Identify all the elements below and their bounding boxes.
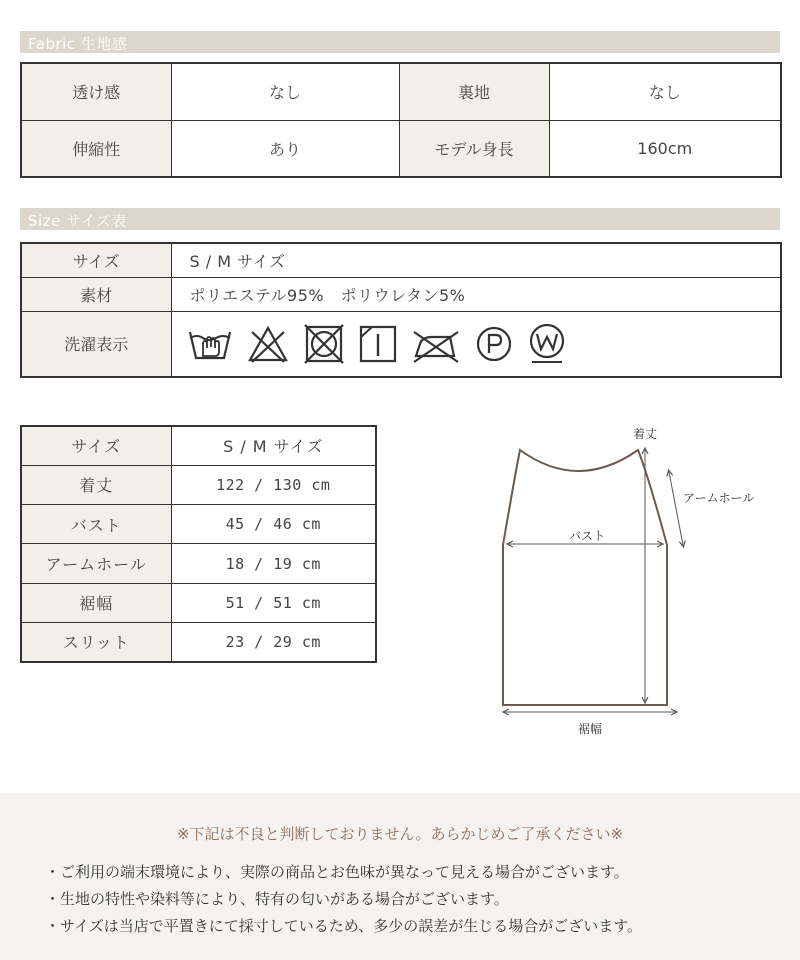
lining-value: なし (549, 63, 781, 120)
wet-clean-w-icon (526, 322, 568, 366)
no-bleach-icon (246, 324, 290, 364)
bust-value: 45 / 46 cm (171, 505, 376, 544)
size-label: サイズ (21, 243, 171, 277)
lining-label: 裏地 (399, 63, 549, 120)
table-row (21, 277, 781, 311)
list-item: ・サイズは当店で平置きにて採寸しているため、多少の誤差が生じる場合がございます。 (45, 917, 643, 935)
fabric-section-title: Fabric 生地感 (28, 35, 128, 53)
model-height-label: モデル身長 (399, 120, 549, 177)
garment-diagram (495, 420, 785, 740)
measure-header-label: サイズ (21, 426, 171, 465)
garment-outline (503, 450, 667, 705)
length-value: 122 / 130 cm (171, 465, 376, 504)
list-item: ・生地の特性や染料等により、特有の匂いがある場合がございます。 (45, 890, 509, 908)
measure-header-value: S / M サイズ (171, 426, 376, 465)
notes-title: ※下記は不良と判断しておりません。あらかじめご了承ください※ (176, 825, 624, 843)
notes-list (45, 859, 642, 940)
hem-label: 裾幅 (21, 583, 171, 622)
material-label: 素材 (21, 277, 171, 311)
table-row (21, 311, 781, 377)
table-row (21, 243, 781, 277)
diagram-armhole-label: アームホール (683, 491, 755, 505)
stretch-value: あり (171, 120, 399, 177)
care-icons-cell (171, 311, 781, 377)
line-dry-icon (358, 324, 398, 364)
size-value: S / M サイズ (171, 243, 781, 277)
list-item: ・ご利用の端末環境により、実際の商品とお色味が異なって見える場合がございます。 (45, 863, 629, 881)
no-tumble-dry-icon (302, 324, 346, 364)
table-row (21, 505, 376, 544)
armhole-arrow (669, 472, 683, 545)
model-height-value: 160cm (549, 120, 781, 177)
armhole-value: 18 / 19 cm (171, 544, 376, 583)
hem-value: 51 / 51 cm (171, 583, 376, 622)
diagram-bust-label: バスト (568, 529, 606, 543)
diagram-length-label: 着丈 (632, 427, 658, 441)
dry-clean-p-icon (474, 324, 514, 364)
table-row (21, 622, 376, 661)
stretch-label: 伸縮性 (21, 120, 171, 177)
armhole-label: アームホール (21, 544, 171, 583)
notes-panel (0, 793, 800, 960)
table-row (21, 465, 376, 504)
table-row (21, 544, 376, 583)
material-value: ポリエステル95% ポリウレタン5% (171, 277, 781, 311)
sheerness-label: 透け感 (21, 63, 171, 120)
size-spec-table (20, 242, 782, 378)
measurement-table (20, 425, 377, 663)
no-iron-icon (410, 324, 462, 364)
hand-wash-icon (186, 324, 234, 364)
table-row (21, 63, 781, 120)
slit-label: スリット (21, 622, 171, 661)
table-row (21, 426, 376, 465)
fabric-section-header (20, 31, 780, 53)
size-section-header (20, 208, 780, 230)
sheerness-value: なし (171, 63, 399, 120)
bust-label: バスト (21, 505, 171, 544)
slit-value: 23 / 29 cm (171, 622, 376, 661)
table-row (21, 583, 376, 622)
care-label: 洗濯表示 (21, 311, 171, 377)
table-row (21, 120, 781, 177)
diagram-hem-label: 裾幅 (577, 722, 603, 736)
size-section-title: Size サイズ表 (28, 212, 127, 230)
length-label: 着丈 (21, 465, 171, 504)
fabric-table (20, 62, 782, 178)
